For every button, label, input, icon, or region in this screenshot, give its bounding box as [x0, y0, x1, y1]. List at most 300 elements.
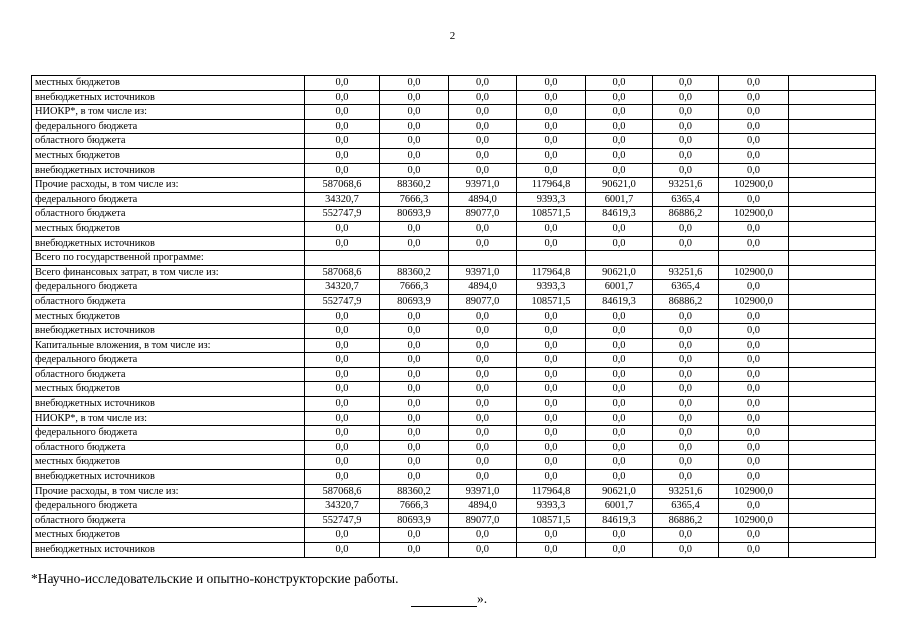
- value-cell: 587068,6: [305, 265, 380, 280]
- value-cell: 7666,3: [380, 499, 449, 514]
- row-label: Прочие расходы, в том числе из:: [32, 484, 305, 499]
- value-cell: 102900,0: [719, 294, 789, 309]
- row-label: внебюджетных источников: [32, 543, 305, 558]
- value-cell: 108571,5: [517, 207, 586, 222]
- value-cell: 0,0: [653, 367, 719, 382]
- value-cell: 0,0: [653, 309, 719, 324]
- row-label: областного бюджета: [32, 134, 305, 149]
- empty-cell: [789, 221, 876, 236]
- value-cell: 0,0: [449, 353, 517, 368]
- value-cell: 0,0: [517, 76, 586, 91]
- value-cell: 0,0: [719, 397, 789, 412]
- value-cell: 0,0: [449, 455, 517, 470]
- table-row: [32, 221, 876, 236]
- value-cell: 117964,8: [517, 265, 586, 280]
- value-cell: 4894,0: [449, 192, 517, 207]
- value-cell: 0,0: [380, 543, 449, 558]
- value-cell: 6001,7: [586, 499, 653, 514]
- table-row: [32, 367, 876, 382]
- table-row: [32, 499, 876, 514]
- value-cell: 0,0: [305, 440, 380, 455]
- value-cell: 0,0: [449, 397, 517, 412]
- value-cell: 0,0: [380, 236, 449, 251]
- row-label: НИОКР*, в том числе из:: [32, 411, 305, 426]
- value-cell: 0,0: [517, 119, 586, 134]
- value-cell: 0,0: [305, 426, 380, 441]
- value-cell: [305, 251, 380, 266]
- value-cell: 0,0: [380, 163, 449, 178]
- value-cell: 0,0: [517, 338, 586, 353]
- empty-cell: [789, 294, 876, 309]
- empty-cell: [789, 528, 876, 543]
- value-cell: 0,0: [586, 353, 653, 368]
- value-cell: 0,0: [653, 543, 719, 558]
- row-label: внебюджетных источников: [32, 236, 305, 251]
- empty-cell: [789, 119, 876, 134]
- value-cell: 0,0: [586, 119, 653, 134]
- row-label: местных бюджетов: [32, 76, 305, 91]
- value-cell: 80693,9: [380, 294, 449, 309]
- value-cell: 86886,2: [653, 294, 719, 309]
- value-cell: 0,0: [449, 528, 517, 543]
- value-cell: 0,0: [305, 397, 380, 412]
- value-cell: 0,0: [586, 338, 653, 353]
- value-cell: 6001,7: [586, 192, 653, 207]
- value-cell: 0,0: [719, 134, 789, 149]
- value-cell: 0,0: [719, 192, 789, 207]
- value-cell: 0,0: [653, 90, 719, 105]
- value-cell: 0,0: [517, 163, 586, 178]
- empty-cell: [789, 251, 876, 266]
- value-cell: 0,0: [586, 76, 653, 91]
- value-cell: 0,0: [586, 397, 653, 412]
- value-cell: 0,0: [653, 119, 719, 134]
- value-cell: 0,0: [305, 455, 380, 470]
- value-cell: 0,0: [586, 426, 653, 441]
- value-cell: 0,0: [719, 411, 789, 426]
- row-label: внебюджетных источников: [32, 470, 305, 485]
- table-row: [32, 76, 876, 91]
- value-cell: 0,0: [305, 90, 380, 105]
- value-cell: 108571,5: [517, 513, 586, 528]
- value-cell: 93251,6: [653, 265, 719, 280]
- row-label: федерального бюджета: [32, 426, 305, 441]
- empty-cell: [789, 90, 876, 105]
- value-cell: 93971,0: [449, 484, 517, 499]
- value-cell: 0,0: [653, 353, 719, 368]
- value-cell: 7666,3: [380, 192, 449, 207]
- value-cell: 6365,4: [653, 499, 719, 514]
- value-cell: 0,0: [586, 440, 653, 455]
- value-cell: 84619,3: [586, 513, 653, 528]
- value-cell: 90621,0: [586, 178, 653, 193]
- empty-cell: [789, 382, 876, 397]
- value-cell: 86886,2: [653, 513, 719, 528]
- value-cell: 0,0: [719, 367, 789, 382]
- value-cell: 0,0: [449, 163, 517, 178]
- value-cell: 0,0: [380, 455, 449, 470]
- value-cell: 0,0: [380, 397, 449, 412]
- value-cell: 0,0: [449, 236, 517, 251]
- value-cell: 0,0: [586, 324, 653, 339]
- value-cell: 0,0: [586, 105, 653, 120]
- value-cell: 0,0: [719, 90, 789, 105]
- row-label: НИОКР*, в том числе из:: [32, 105, 305, 120]
- value-cell: 0,0: [517, 382, 586, 397]
- value-cell: 0,0: [719, 119, 789, 134]
- value-cell: 0,0: [719, 105, 789, 120]
- row-label: внебюджетных источников: [32, 163, 305, 178]
- value-cell: 0,0: [586, 134, 653, 149]
- value-cell: 117964,8: [517, 178, 586, 193]
- table-row: [32, 280, 876, 295]
- value-cell: 0,0: [305, 543, 380, 558]
- value-cell: 0,0: [653, 440, 719, 455]
- row-label: областного бюджета: [32, 440, 305, 455]
- value-cell: 0,0: [449, 309, 517, 324]
- value-cell: 0,0: [517, 426, 586, 441]
- value-cell: 0,0: [653, 134, 719, 149]
- empty-cell: [789, 324, 876, 339]
- empty-cell: [789, 178, 876, 193]
- value-cell: 0,0: [305, 148, 380, 163]
- table-row: [32, 105, 876, 120]
- value-cell: 84619,3: [586, 294, 653, 309]
- empty-cell: [789, 265, 876, 280]
- value-cell: 0,0: [517, 90, 586, 105]
- table-row: [32, 455, 876, 470]
- value-cell: 0,0: [380, 90, 449, 105]
- table-row: [32, 382, 876, 397]
- table-row: [32, 484, 876, 499]
- value-cell: 0,0: [449, 90, 517, 105]
- value-cell: 0,0: [517, 105, 586, 120]
- value-cell: 0,0: [719, 470, 789, 485]
- value-cell: 6365,4: [653, 192, 719, 207]
- value-cell: 0,0: [380, 119, 449, 134]
- empty-cell: [789, 134, 876, 149]
- table-row: [32, 309, 876, 324]
- row-label: внебюджетных источников: [32, 397, 305, 412]
- value-cell: 0,0: [586, 411, 653, 426]
- table-row: [32, 236, 876, 251]
- value-cell: 0,0: [449, 338, 517, 353]
- value-cell: 0,0: [719, 499, 789, 514]
- table-row: [32, 90, 876, 105]
- value-cell: 0,0: [449, 105, 517, 120]
- empty-cell: [789, 236, 876, 251]
- value-cell: 7666,3: [380, 280, 449, 295]
- row-label: Капитальные вложения, в том числе из:: [32, 338, 305, 353]
- value-cell: 108571,5: [517, 294, 586, 309]
- value-cell: 0,0: [517, 353, 586, 368]
- empty-cell: [789, 543, 876, 558]
- value-cell: 0,0: [653, 382, 719, 397]
- row-label: федерального бюджета: [32, 499, 305, 514]
- value-cell: 0,0: [449, 543, 517, 558]
- value-cell: 0,0: [449, 470, 517, 485]
- value-cell: 0,0: [305, 309, 380, 324]
- value-cell: 0,0: [653, 426, 719, 441]
- value-cell: 34320,7: [305, 499, 380, 514]
- value-cell: 0,0: [586, 236, 653, 251]
- empty-cell: [789, 105, 876, 120]
- table-row: [32, 324, 876, 339]
- value-cell: [380, 251, 449, 266]
- value-cell: 88360,2: [380, 178, 449, 193]
- table-row: [32, 207, 876, 222]
- value-cell: 84619,3: [586, 207, 653, 222]
- page-number: 2: [449, 30, 456, 42]
- value-cell: 0,0: [653, 397, 719, 412]
- value-cell: 587068,6: [305, 484, 380, 499]
- empty-cell: [789, 148, 876, 163]
- row-label: Всего по государственной программе:: [32, 251, 305, 266]
- empty-cell: [789, 280, 876, 295]
- value-cell: 6365,4: [653, 280, 719, 295]
- value-cell: 0,0: [719, 309, 789, 324]
- value-cell: 34320,7: [305, 280, 380, 295]
- value-cell: 0,0: [380, 382, 449, 397]
- value-cell: 0,0: [719, 426, 789, 441]
- value-cell: 0,0: [517, 221, 586, 236]
- value-cell: 88360,2: [380, 265, 449, 280]
- value-cell: 0,0: [305, 367, 380, 382]
- value-cell: 0,0: [449, 134, 517, 149]
- value-cell: 0,0: [719, 455, 789, 470]
- value-cell: 0,0: [517, 455, 586, 470]
- empty-cell: [789, 207, 876, 222]
- row-label: федерального бюджета: [32, 353, 305, 368]
- row-label: местных бюджетов: [32, 382, 305, 397]
- budget-table: [31, 75, 876, 558]
- empty-cell: [789, 367, 876, 382]
- value-cell: 102900,0: [719, 484, 789, 499]
- empty-cell: [789, 470, 876, 485]
- value-cell: 0,0: [380, 105, 449, 120]
- value-cell: 0,0: [517, 397, 586, 412]
- signature-blank-line: [411, 592, 477, 607]
- empty-cell: [789, 338, 876, 353]
- table-row: [32, 178, 876, 193]
- value-cell: 0,0: [586, 528, 653, 543]
- value-cell: 4894,0: [449, 499, 517, 514]
- value-cell: 89077,0: [449, 513, 517, 528]
- value-cell: 0,0: [517, 528, 586, 543]
- value-cell: 0,0: [517, 470, 586, 485]
- table-row: [32, 440, 876, 455]
- value-cell: 0,0: [305, 105, 380, 120]
- closing-line: [411, 591, 487, 607]
- value-cell: 9393,3: [517, 192, 586, 207]
- value-cell: 0,0: [719, 236, 789, 251]
- table-body: [32, 76, 876, 558]
- table-row: [32, 528, 876, 543]
- empty-cell: [789, 499, 876, 514]
- value-cell: 0,0: [586, 163, 653, 178]
- value-cell: 89077,0: [449, 207, 517, 222]
- value-cell: 0,0: [653, 236, 719, 251]
- value-cell: 0,0: [305, 76, 380, 91]
- value-cell: 0,0: [586, 90, 653, 105]
- empty-cell: [789, 353, 876, 368]
- value-cell: 0,0: [653, 221, 719, 236]
- value-cell: 0,0: [719, 163, 789, 178]
- value-cell: 0,0: [517, 367, 586, 382]
- value-cell: 552747,9: [305, 294, 380, 309]
- value-cell: 4894,0: [449, 280, 517, 295]
- value-cell: [449, 251, 517, 266]
- value-cell: 0,0: [449, 411, 517, 426]
- table-row: [32, 134, 876, 149]
- row-label: Прочие расходы, в том числе из:: [32, 178, 305, 193]
- value-cell: 0,0: [305, 338, 380, 353]
- value-cell: 587068,6: [305, 178, 380, 193]
- value-cell: 0,0: [653, 470, 719, 485]
- value-cell: 0,0: [380, 324, 449, 339]
- value-cell: 0,0: [517, 148, 586, 163]
- value-cell: 93251,6: [653, 484, 719, 499]
- value-cell: 0,0: [449, 119, 517, 134]
- row-label: местных бюджетов: [32, 528, 305, 543]
- value-cell: 0,0: [719, 221, 789, 236]
- value-cell: 102900,0: [719, 178, 789, 193]
- table-row: [32, 251, 876, 266]
- empty-cell: [789, 411, 876, 426]
- value-cell: 0,0: [380, 134, 449, 149]
- empty-cell: [789, 397, 876, 412]
- value-cell: 102900,0: [719, 265, 789, 280]
- table-row: [32, 265, 876, 280]
- value-cell: 0,0: [719, 148, 789, 163]
- value-cell: 0,0: [586, 221, 653, 236]
- table-row: [32, 426, 876, 441]
- empty-cell: [789, 440, 876, 455]
- table-row: [32, 148, 876, 163]
- value-cell: 0,0: [449, 382, 517, 397]
- value-cell: 0,0: [380, 440, 449, 455]
- value-cell: 0,0: [719, 382, 789, 397]
- value-cell: 0,0: [380, 353, 449, 368]
- empty-cell: [789, 455, 876, 470]
- value-cell: 0,0: [305, 470, 380, 485]
- value-cell: 0,0: [305, 134, 380, 149]
- value-cell: [586, 251, 653, 266]
- value-cell: 102900,0: [719, 513, 789, 528]
- value-cell: 0,0: [719, 76, 789, 91]
- value-cell: 552747,9: [305, 513, 380, 528]
- row-label: областного бюджета: [32, 207, 305, 222]
- value-cell: [517, 251, 586, 266]
- value-cell: 89077,0: [449, 294, 517, 309]
- value-cell: 0,0: [517, 134, 586, 149]
- table-row: [32, 119, 876, 134]
- value-cell: 0,0: [517, 543, 586, 558]
- value-cell: 0,0: [719, 353, 789, 368]
- value-cell: 0,0: [653, 411, 719, 426]
- value-cell: 0,0: [449, 367, 517, 382]
- empty-cell: [789, 484, 876, 499]
- value-cell: 0,0: [586, 148, 653, 163]
- table-row: [32, 513, 876, 528]
- row-label: федерального бюджета: [32, 192, 305, 207]
- value-cell: 0,0: [653, 338, 719, 353]
- value-cell: 0,0: [305, 411, 380, 426]
- empty-cell: [789, 76, 876, 91]
- value-cell: 0,0: [449, 76, 517, 91]
- value-cell: 0,0: [380, 221, 449, 236]
- value-cell: 0,0: [305, 382, 380, 397]
- value-cell: 102900,0: [719, 207, 789, 222]
- table-row: [32, 470, 876, 485]
- value-cell: 34320,7: [305, 192, 380, 207]
- empty-cell: [789, 426, 876, 441]
- value-cell: 86886,2: [653, 207, 719, 222]
- value-cell: 0,0: [449, 148, 517, 163]
- value-cell: 0,0: [305, 221, 380, 236]
- value-cell: 0,0: [653, 324, 719, 339]
- empty-cell: [789, 192, 876, 207]
- value-cell: 0,0: [517, 309, 586, 324]
- empty-cell: [789, 513, 876, 528]
- value-cell: 552747,9: [305, 207, 380, 222]
- value-cell: 0,0: [653, 528, 719, 543]
- value-cell: 0,0: [380, 470, 449, 485]
- value-cell: 0,0: [653, 76, 719, 91]
- value-cell: 0,0: [305, 163, 380, 178]
- value-cell: 9393,3: [517, 280, 586, 295]
- value-cell: 0,0: [380, 367, 449, 382]
- value-cell: 0,0: [517, 324, 586, 339]
- row-label: местных бюджетов: [32, 455, 305, 470]
- table-row: [32, 543, 876, 558]
- empty-cell: [789, 163, 876, 178]
- closing-mark: ».: [477, 591, 488, 606]
- value-cell: 0,0: [380, 148, 449, 163]
- value-cell: 0,0: [380, 309, 449, 324]
- row-label: внебюджетных источников: [32, 90, 305, 105]
- table-row: [32, 294, 876, 309]
- value-cell: 0,0: [449, 440, 517, 455]
- value-cell: 0,0: [517, 236, 586, 251]
- value-cell: 93971,0: [449, 178, 517, 193]
- value-cell: 0,0: [380, 528, 449, 543]
- row-label: областного бюджета: [32, 294, 305, 309]
- value-cell: 0,0: [586, 455, 653, 470]
- value-cell: 0,0: [719, 324, 789, 339]
- value-cell: 0,0: [586, 382, 653, 397]
- value-cell: 93971,0: [449, 265, 517, 280]
- row-label: местных бюджетов: [32, 309, 305, 324]
- value-cell: 0,0: [380, 76, 449, 91]
- row-label: федерального бюджета: [32, 119, 305, 134]
- value-cell: 0,0: [719, 280, 789, 295]
- value-cell: 0,0: [380, 426, 449, 441]
- value-cell: 0,0: [586, 543, 653, 558]
- value-cell: 90621,0: [586, 265, 653, 280]
- value-cell: 0,0: [305, 528, 380, 543]
- row-label: областного бюджета: [32, 367, 305, 382]
- row-label: Всего финансовых затрат, в том числе из:: [32, 265, 305, 280]
- value-cell: 0,0: [653, 163, 719, 178]
- value-cell: 88360,2: [380, 484, 449, 499]
- row-label: федерального бюджета: [32, 280, 305, 295]
- row-label: местных бюджетов: [32, 221, 305, 236]
- value-cell: [719, 251, 789, 266]
- value-cell: 0,0: [719, 338, 789, 353]
- value-cell: 80693,9: [380, 207, 449, 222]
- table-row: [32, 163, 876, 178]
